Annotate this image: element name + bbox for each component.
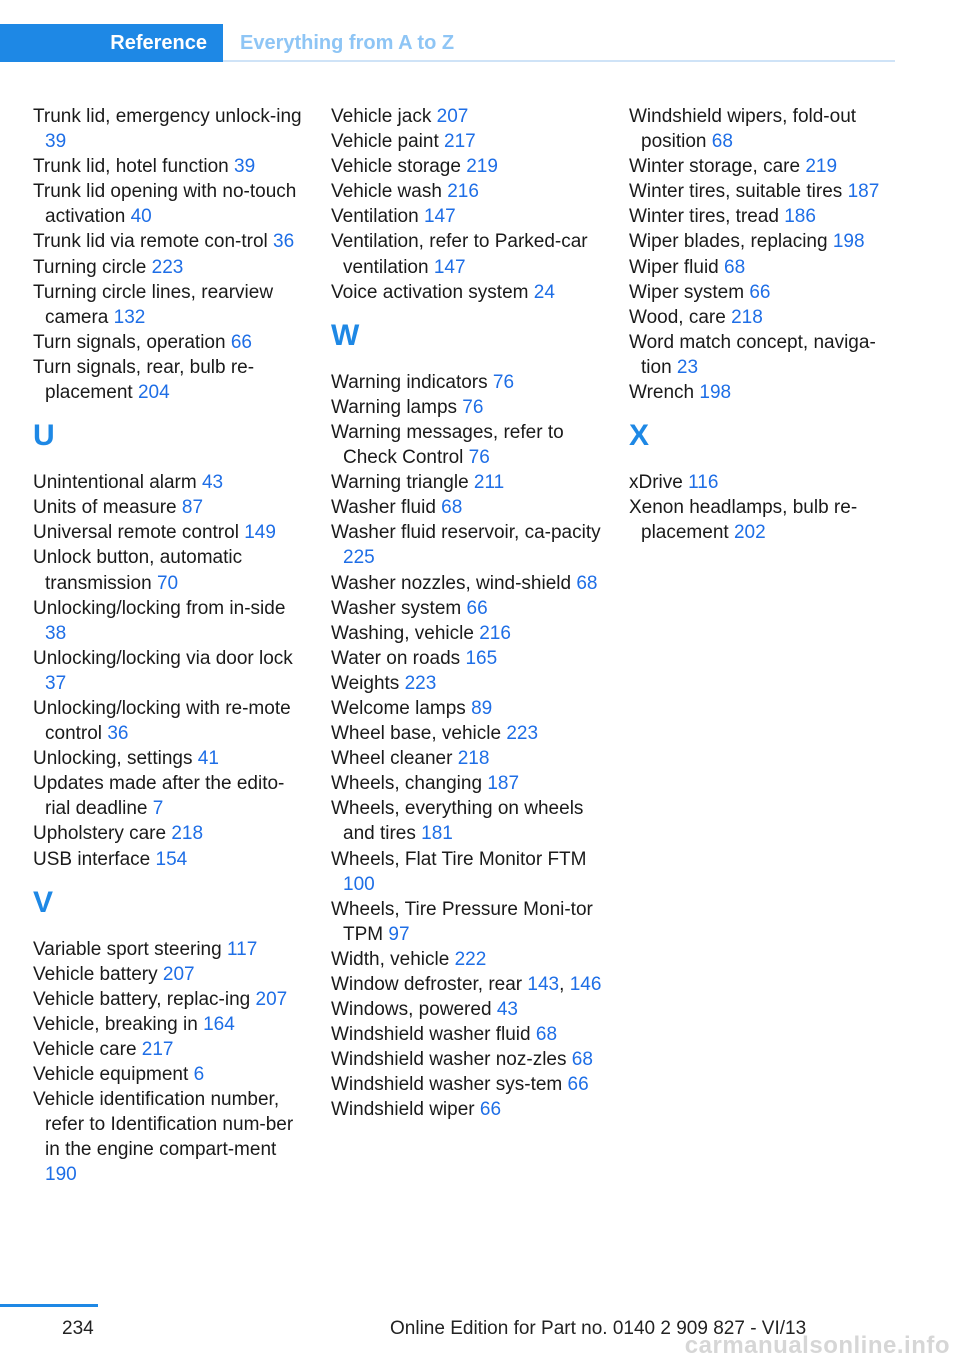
index-entry-text: Unlocking, settings (33, 748, 193, 770)
page-reference-link[interactable]: 219 (805, 156, 838, 178)
page-reference-link[interactable]: 217 (141, 1039, 174, 1060)
page-reference-link[interactable]: 37 (45, 672, 67, 694)
index-entry (331, 696, 606, 721)
page-reference-link[interactable]: 23 (676, 356, 699, 378)
index-entry-text: Washer nozzles, wind-shield (331, 572, 572, 594)
index-entry-text: Water on roads (331, 647, 461, 669)
index-entry-text: Winter tires, suitable tires (629, 181, 843, 203)
index-entry-text: Weights (331, 672, 400, 694)
index-column-2 (331, 104, 606, 1123)
page-reference-link[interactable]: 87 (181, 497, 204, 519)
page-reference-link[interactable]: 219 (466, 156, 498, 178)
page-reference-link[interactable]: 198 (832, 231, 865, 253)
index-entry-text: Wood, care (629, 306, 726, 328)
index-entry-text: Unlocking/locking from in-side (33, 597, 286, 619)
index-entry (629, 305, 899, 330)
index-entry-text: Warning triangle (331, 472, 469, 494)
index-entry-text: Unlock button, automatic transmission (33, 547, 243, 594)
index-entry-text: Windshield wipers, fold-out position (629, 106, 857, 153)
index-entry-text: Unlocking/locking with re-mote control (33, 697, 291, 745)
index-entry-text: Washer fluid (331, 497, 436, 519)
index-entry-text: Updates made after the edito-rial deadline (33, 773, 285, 820)
index-entry (331, 796, 606, 846)
index-entry-text: Trunk lid opening with no-touch activation (33, 181, 297, 228)
index-entry-text: Vehicle paint (331, 131, 439, 153)
index-entry-text: Wiper fluid (629, 256, 719, 278)
index-entry-text: Vehicle jack (331, 106, 432, 127)
index-entry (33, 646, 308, 696)
page-reference-link[interactable]: 132 (113, 306, 146, 328)
page-reference-link[interactable]: 68 (724, 256, 746, 278)
index-entry (33, 1087, 308, 1187)
index-entry (629, 179, 899, 204)
index-entry (331, 370, 606, 395)
index-entry (33, 847, 308, 872)
page-reference-link[interactable]: 165 (465, 647, 498, 669)
page-reference-link[interactable]: 43 (201, 472, 224, 494)
index-column-3 (629, 104, 899, 545)
index-entry-text: Trunk lid via remote con-trol (33, 231, 268, 253)
index-entry-text: Vehicle battery (33, 963, 158, 985)
page-reference-link[interactable]: 223 (151, 256, 184, 278)
page-reference-link[interactable]: 68 (441, 497, 463, 519)
page-reference-link[interactable]: 207 (436, 106, 469, 127)
index-entry (331, 847, 606, 897)
index-entry-text: Xenon headlamps, bulb re-placement (629, 497, 858, 544)
index-entry (331, 1047, 606, 1072)
index-entry-text: Windows, powered (331, 999, 492, 1021)
page-reference-link[interactable]: 43 (496, 999, 518, 1021)
index-entry (629, 330, 899, 380)
index-entry-text: Trunk lid, emergency unlock-ing (33, 106, 302, 127)
index-entry (629, 495, 899, 545)
index-entry-text: Vehicle, breaking in (33, 1013, 198, 1035)
index-entry (629, 154, 899, 179)
index-entry-text: Winter storage, care (629, 156, 801, 178)
index-entry (331, 1097, 606, 1122)
index-entry-text: Wheels, Flat Tire Monitor FTM (331, 848, 587, 870)
index-entry (331, 229, 606, 279)
index-entry (33, 154, 308, 179)
index-entry-text: Windshield washer sys-tem (331, 1074, 563, 1096)
index-entry (331, 571, 606, 596)
page-reference-link[interactable]: 68 (535, 1024, 558, 1046)
index-entry-text: Wiper blades, replacing (629, 231, 828, 253)
index-entry-text: Turn signals, rear, bulb re-placement (33, 356, 255, 404)
page-reference-link[interactable]: 207 (162, 963, 195, 985)
page-reference-link[interactable]: 223 (404, 672, 437, 694)
page-reference-link[interactable]: 149 (244, 522, 276, 544)
index-entry (33, 771, 308, 821)
page-reference-link[interactable]: 211 (473, 472, 505, 494)
index-entry-text: Washer fluid reservoir, ca-pacity (331, 522, 601, 544)
index-entry-text: Wheel cleaner (331, 748, 453, 770)
watermark: carmanualsonline.info (684, 1332, 950, 1359)
index-entry (33, 355, 308, 405)
index-entry-text: Width, vehicle (331, 948, 450, 970)
page-reference-link[interactable]: 97 (388, 923, 410, 945)
header-rule (223, 60, 895, 62)
index-entry (33, 696, 308, 746)
page-reference-link[interactable]: 116 (688, 472, 719, 494)
page-reference-link[interactable]: 218 (731, 306, 763, 328)
page-reference-link[interactable]: 36 (107, 723, 129, 745)
page-reference-link[interactable]: 154 (155, 848, 188, 870)
page-reference-link[interactable]: 66 (466, 597, 488, 619)
index-entry (33, 1012, 308, 1037)
page-reference-link[interactable]: 39 (234, 156, 256, 178)
index-entry-text: Warning lamps (331, 396, 458, 418)
index-entry (331, 179, 606, 204)
index-entry (331, 721, 606, 746)
index-entry-text: Vehicle care (33, 1039, 137, 1060)
index-entry (331, 897, 606, 947)
index-entry-text: Wrench (629, 382, 695, 404)
index-entry-text: Windshield washer noz-zles (331, 1049, 567, 1071)
index-entry (331, 204, 606, 229)
index-entry-text: Variable sport steering (33, 938, 222, 960)
index-entry (331, 596, 606, 621)
index-entry (33, 1062, 308, 1087)
page-reference-link[interactable]: 187 (847, 181, 880, 203)
page-reference-link[interactable]: 66 (230, 331, 252, 353)
index-entry (33, 596, 308, 646)
index-entry-text: Vehicle wash (331, 181, 442, 203)
index-entry (33, 229, 308, 254)
index-entry (33, 746, 308, 771)
index-entry-text: USB interface (33, 848, 151, 870)
index-entry (331, 395, 606, 420)
index-entry-text: Unlocking/locking via door lock (33, 647, 293, 669)
section-tab: Reference (0, 24, 223, 62)
index-entry-text: Units of measure (33, 497, 177, 519)
page-reference-link[interactable]: 66 (749, 281, 771, 303)
index-entry-text: Turning circle (33, 256, 147, 278)
index-entry-text: Ventilation (331, 206, 419, 228)
index-entry (629, 280, 899, 305)
page-reference-link[interactable]: 225 (343, 547, 375, 569)
index-entry (33, 987, 308, 1012)
index-entry (331, 154, 606, 179)
index-entry (331, 420, 606, 470)
index-entry (331, 671, 606, 696)
page-reference-link[interactable]: 216 (479, 622, 511, 644)
index-entry (331, 280, 606, 305)
index-entry (331, 470, 606, 495)
page-reference-link[interactable]: 40 (130, 206, 152, 228)
page-reference-link[interactable]: 66 (479, 1099, 502, 1121)
index-entry-text: Turn signals, operation (33, 331, 226, 353)
index-entry (331, 495, 606, 520)
index-entry (33, 179, 308, 229)
page-reference-link[interactable]: 217 (444, 131, 476, 153)
index-entry-text: Wheels, changing (331, 773, 483, 795)
page-reference-link[interactable]: 216 (447, 181, 479, 203)
index-entry-text: Welcome lamps (331, 697, 466, 719)
page-reference-link[interactable]: 100 (343, 873, 375, 895)
index-entry (33, 962, 308, 987)
index-entry (33, 280, 308, 330)
page-reference-link[interactable]: 143 (527, 974, 560, 995)
page-reference-link[interactable]: 68 (576, 572, 598, 594)
index-letter-heading: U (33, 419, 55, 453)
footer-rule (0, 1304, 98, 1307)
index-entry-text: xDrive (629, 472, 683, 494)
index-entry-text: Wheels, Tire Pressure Moni-tor TPM (331, 898, 593, 945)
page-reference-link[interactable]: 146 (569, 974, 602, 995)
index-entry (331, 1022, 606, 1047)
page-reference-link[interactable]: 6 (193, 1064, 205, 1086)
index-letter-heading: W (331, 318, 360, 352)
page-reference-link[interactable]: 222 (454, 948, 487, 970)
page-reference-link[interactable]: 207 (255, 988, 288, 1010)
index-entry (331, 947, 606, 972)
page-reference-link[interactable]: 76 (462, 396, 484, 418)
index-entry (629, 104, 899, 154)
index-entry (33, 330, 308, 355)
page-reference-link[interactable]: 190 (45, 1164, 77, 1186)
page-reference-link[interactable]: 186 (784, 206, 816, 228)
index-entry: Window defroster, rear 143, 146 (331, 974, 602, 995)
page-reference-link[interactable]: 7 (152, 798, 164, 820)
page-reference-link[interactable]: 204 (137, 382, 170, 404)
edition-note: Online Edition for Part no. 0140 2 909 827 - VI/13 (390, 1318, 807, 1339)
page-reference-link[interactable]: 187 (487, 773, 520, 795)
index-entry (33, 470, 308, 495)
section-title: Everything from A to Z (240, 32, 455, 54)
page-reference-link[interactable]: 117 (226, 938, 258, 960)
page-number: 234 (62, 1318, 94, 1339)
page-reference-link[interactable]: 70 (156, 572, 179, 594)
index-entry-text: Windshield wiper (331, 1099, 475, 1121)
page-reference-link[interactable]: 223 (506, 723, 539, 745)
index-entry-text: Windshield washer fluid (331, 1024, 531, 1046)
index-entry-text: Wheels, everything on wheels and tires (331, 798, 584, 845)
index-entry (331, 746, 606, 771)
page-reference-link[interactable]: 202 (733, 522, 766, 544)
index-entry-text: Warning messages, refer to Check Control (331, 421, 564, 469)
page-reference-link[interactable]: 147 (423, 206, 456, 228)
index-entry-text: Winter tires, tread (629, 206, 779, 228)
page-reference-link[interactable]: 36 (273, 231, 295, 253)
index-entry (33, 255, 308, 280)
index-entry-text: Washing, vehicle (331, 622, 474, 644)
page-header (0, 24, 895, 62)
index-entry-text: Universal remote control (33, 522, 239, 544)
index-entry-text: Word match concept, naviga-tion (629, 331, 876, 378)
index-entry-text: Voice activation system (331, 281, 529, 303)
index-entry-text: Trunk lid, hotel function (33, 156, 229, 178)
index-entry (331, 621, 606, 646)
index-entry (331, 520, 606, 570)
index-entry (33, 545, 308, 595)
page-reference-link[interactable]: 89 (471, 697, 493, 719)
page-reference-link[interactable]: 41 (197, 748, 219, 770)
page-reference-link[interactable]: 39 (45, 131, 67, 153)
page-reference-link[interactable]: 38 (45, 622, 67, 644)
index-entry (33, 821, 308, 846)
index-entry-text: Unintentional alarm (33, 472, 197, 494)
page-reference-link[interactable]: 66 (567, 1074, 589, 1096)
index-column-1 (33, 104, 308, 1188)
index-entry-text: Vehicle identification number, refer to Identification num-ber in the engine compart-ment (33, 1089, 294, 1161)
index-entry-text: Upholstery care (33, 823, 167, 845)
index-entry-text: Window defroster, rear (331, 974, 523, 995)
index-entry (33, 495, 308, 520)
index-entry-text: Wiper system (629, 281, 745, 303)
page-reference-link[interactable]: 218 (171, 823, 204, 845)
index-entry-text: Vehicle equipment (33, 1064, 189, 1086)
index-entry (629, 255, 899, 280)
index-entry (331, 771, 606, 796)
page-reference-link[interactable]: 68 (571, 1049, 593, 1071)
index-entry-text: Ventilation, refer to Parked-car ventilation (331, 231, 588, 278)
index-entry (331, 646, 606, 671)
index-entry-text: Vehicle storage (331, 156, 461, 178)
index-entry (33, 520, 308, 545)
index-entry-text: Wheel base, vehicle (331, 723, 502, 745)
page-reference-link[interactable]: 218 (457, 748, 490, 770)
page-reference-link[interactable]: 164 (203, 1013, 235, 1035)
index-entry (331, 129, 606, 154)
page-reference-link[interactable]: 76 (492, 371, 515, 393)
index-entry (629, 380, 899, 405)
index-entry-text: Washer system (331, 597, 462, 619)
index-entry (33, 104, 308, 154)
index-entry (33, 1037, 308, 1062)
index-entry (629, 470, 899, 495)
index-entry-text: Turning circle lines, rearview camera (33, 281, 274, 328)
index-entry (331, 997, 606, 1022)
page-reference-link[interactable]: 24 (533, 281, 555, 303)
index-entry-text: Warning indicators (331, 371, 488, 393)
index-entry-text: Vehicle battery, replac-ing (33, 988, 251, 1010)
index-entry (33, 937, 308, 962)
page-reference-link[interactable]: 198 (699, 382, 732, 404)
index-entry (629, 229, 899, 254)
index-letter-heading: V (33, 885, 54, 919)
index-entry (629, 204, 899, 229)
page-reference-link[interactable]: 181 (421, 823, 453, 845)
page-reference-link[interactable]: 147 (433, 256, 466, 278)
index-entry (331, 1072, 606, 1097)
index-letter-heading: X (629, 419, 650, 453)
index-entry (331, 104, 606, 129)
page-reference-link[interactable]: 76 (468, 447, 490, 469)
page-reference-link[interactable]: 68 (711, 131, 733, 153)
